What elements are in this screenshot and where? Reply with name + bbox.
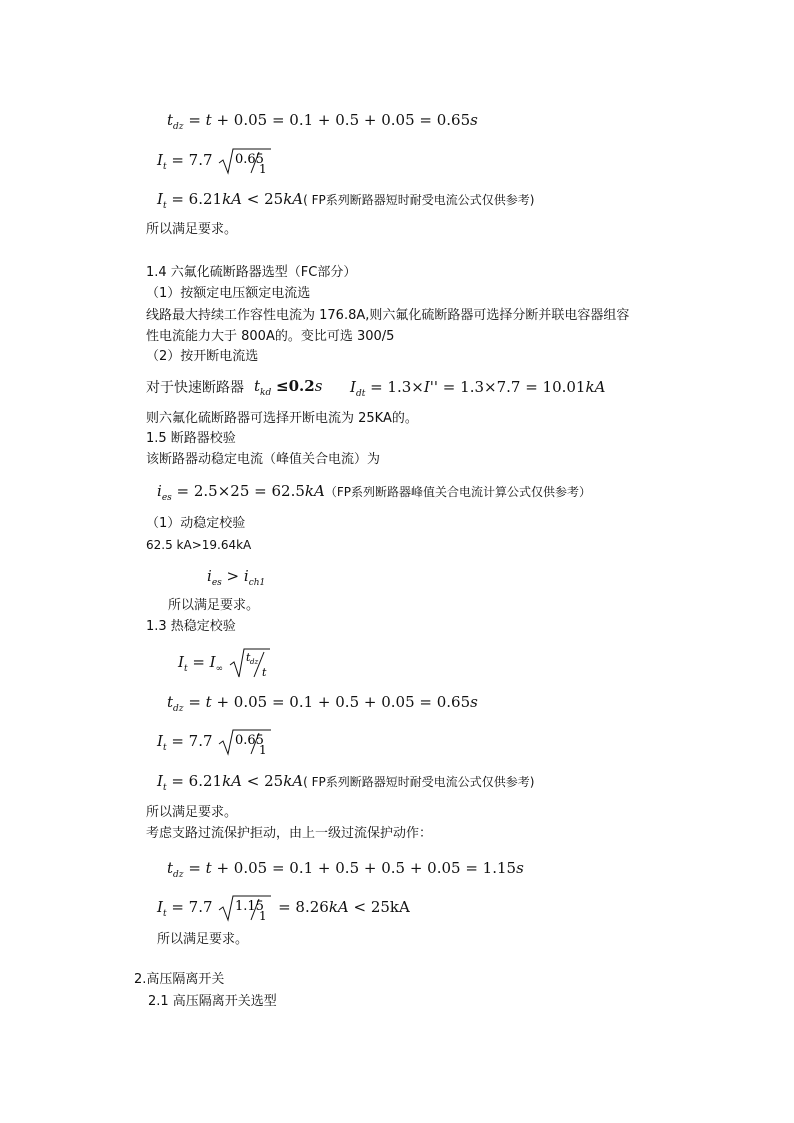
list-item: （1）按额定电压额定电流选 <box>146 286 311 301</box>
list-item: （2）按开断电流选 <box>146 349 259 364</box>
sqrt-symbol <box>217 727 273 757</box>
sqrt-num: 1.15 <box>235 899 265 914</box>
eq-it-sqrt-2: $I_t = 7.7$ 0.65 1 <box>157 727 273 758</box>
eq-it-sqrt-3: $I_t = 7.7$ 1.15 1 = 8.26kA < 25kA <box>157 893 410 924</box>
paragraph: 线路最大持续工作容性电流为 176.8A,则六氟化硫断路器可选择分断并联电容器组容 <box>146 308 630 323</box>
list-item: （1）动稳定校验 <box>146 516 246 531</box>
sqrt-den: 1 <box>259 162 267 176</box>
paragraph: 则六氟化硫断路器可选择开断电流为 25KA的。 <box>146 411 418 426</box>
eq-note: ( FP系列断路器短时耐受电流公式仅供参考) <box>303 775 535 789</box>
eq-tdz-3: $t_{dz} = t + 0.05 = 0.1 + 0.5 + 0.5 + 0.05 = 1.15s$ <box>167 859 524 880</box>
eq-ies-ineq: $i_{es} > i_{ch1}$ <box>207 567 266 588</box>
heading-1-5: 1.5 断路器校验 <box>146 431 236 446</box>
eq-note: （FP系列断路器峰值关合电流计算公式仅供参考） <box>324 485 591 499</box>
eq-tkd: $t_{kd} \le 0.2s$ <box>254 377 323 398</box>
conclusion-text: 所以满足要求。 <box>146 805 238 820</box>
sqrt-num: 0.65 <box>235 152 265 167</box>
svg-text:t: t <box>261 666 267 679</box>
sqrt-den: 1 <box>259 743 267 757</box>
eq-tdz-1: $t_{dz} = t + 0.05 = 0.1 + 0.5 + 0.05 = 0.65s$ <box>167 111 478 132</box>
conclusion-text: 所以满足要求。 <box>146 222 238 237</box>
svg-text:t: t <box>245 651 251 664</box>
eq-tdz-2: $t_{dz} = t + 0.05 = 0.1 + 0.5 + 0.05 = 0.65s$ <box>167 693 478 714</box>
sqrt-symbol <box>228 646 272 680</box>
eq-it-result-1: $I_t = 6.21kA < 25kA$( FP系列断路器短时耐受电流公式仅供参考) <box>157 190 535 211</box>
conclusion-text: 所以满足要求。 <box>157 932 249 947</box>
eq-thermal-formula: $I_t = I_\infty$ t dz t <box>178 646 272 680</box>
fast-breaker-label: 对于快速断路器 <box>146 380 244 396</box>
paragraph: 性电流能力大于 800A的。变比可选 300/5 <box>146 329 395 344</box>
sqrt-symbol <box>217 893 273 923</box>
sqrt-den: 1 <box>259 909 267 923</box>
eq-it-sqrt-1: $I_t = 7.7$ 0.65 1 <box>157 146 273 177</box>
sqrt-symbol <box>217 146 273 176</box>
comparison-text: 62.5 kA>19.64kA <box>146 538 252 552</box>
svg-text:dz: dz <box>249 658 259 666</box>
heading-2: 2.高压隔离开关 <box>134 972 225 987</box>
conclusion-text: 所以满足要求。 <box>168 598 260 613</box>
eq-it-result-2: $I_t = 6.21kA < 25kA$( FP系列断路器短时耐受电流公式仅供参考) <box>157 772 535 793</box>
heading-2-1: 2.1 高压隔离开关选型 <box>148 994 277 1009</box>
heading-1-4: 1.4 六氟化硫断路器选型（FC部分） <box>146 265 357 280</box>
eq-idt: $I_{dt} = 1.3\times I'' = 1.3\times 7.7 = 10.01kA$ <box>350 378 606 399</box>
eq-ies: $i_{es} = 2.5\times 25 = 62.5kA(FP$系列断路器峰值关合电流计算公式仅供参考） <box>157 482 591 503</box>
paragraph: 考虑支路过流保护拒动，由上一级过流保护动作： <box>146 826 433 841</box>
sqrt-num: 0.65 <box>235 733 265 748</box>
paragraph: 该断路器动稳定电流（峰值关合电流）为 <box>146 452 381 467</box>
heading-1-3: 1.3 热稳定校验 <box>146 619 236 634</box>
eq-note: ( FP系列断路器短时耐受电流公式仅供参考) <box>303 193 535 207</box>
